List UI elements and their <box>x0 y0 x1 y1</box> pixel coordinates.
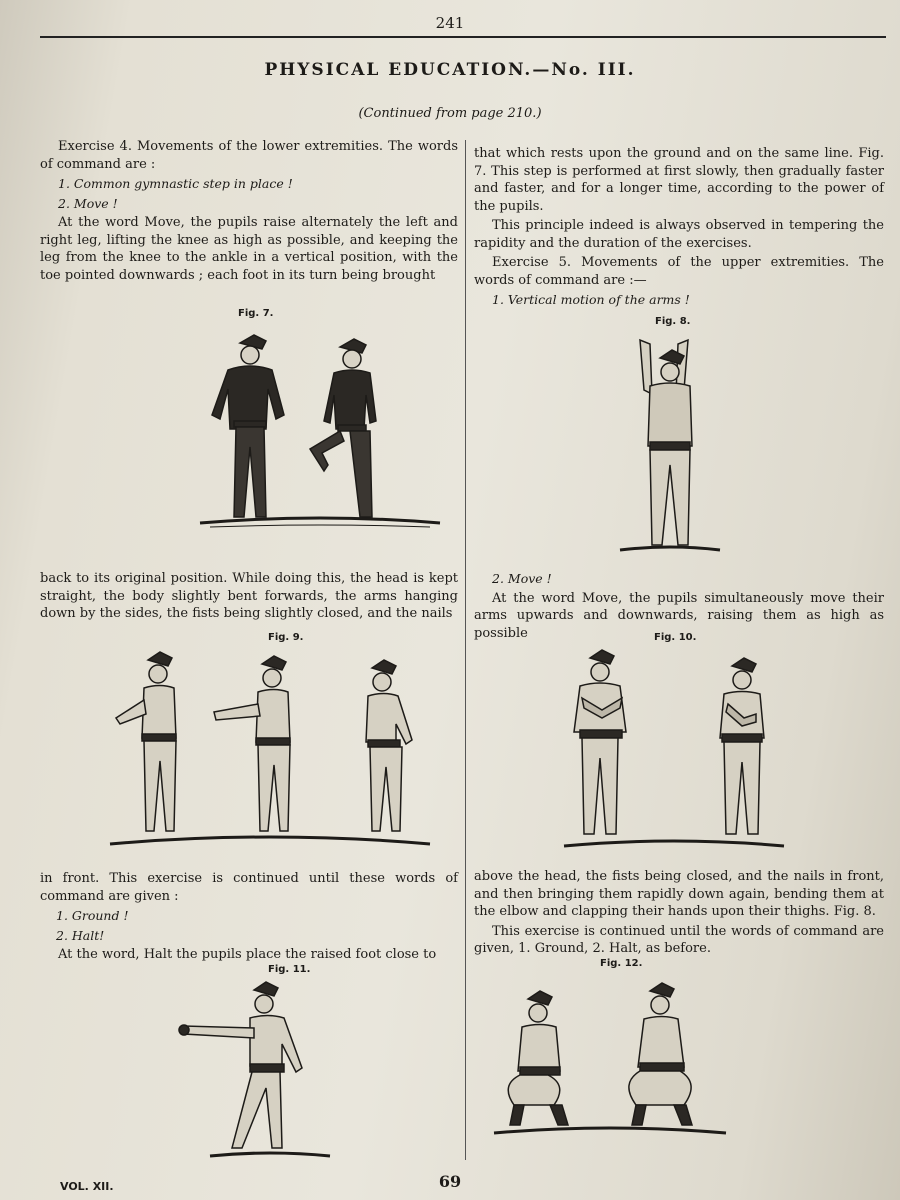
command-line: 1. Vertical motion of the arms ! <box>492 292 690 307</box>
col1-low-text <box>40 870 458 966</box>
command-line: 2. Move ! <box>492 571 552 586</box>
fig12-caption: Fig. 12. <box>600 958 643 969</box>
col1-mid-text <box>40 570 458 625</box>
command-line: 1. Common gymnastic step in place ! <box>58 176 293 191</box>
fig7-marching-illustration <box>190 325 450 540</box>
signature-number: 69 <box>438 1172 462 1191</box>
paragraph: At the word, Halt the pupils place the raised foot close to <box>58 947 437 962</box>
continued-note: (Continued from page 210.) <box>358 106 542 121</box>
page-number: 241 <box>435 14 465 32</box>
paragraph: This principle indeed is always observed in tempering the rapidity and the duration of the exercises. <box>474 218 884 251</box>
command-line: 2. Move ! <box>58 195 118 211</box>
paragraph: Exercise 4. Movements of the lower extremities. The words of command are : <box>40 139 458 172</box>
col1-top-text <box>40 138 458 286</box>
fig10-arms-bent-illustration <box>560 648 790 860</box>
paragraph: that which rests upon the ground and on the same line. Fig. 7. This step is performed at first slowly, then gradually faster and faster, and for a longer time, according to the power of the pupils. <box>474 146 884 214</box>
fig8-caption: Fig. 8. <box>655 316 691 327</box>
paragraph: At the word Move, the pupils raise alternately the left and right leg, lifting the knee as high as possible, and keeping the leg from the knee to the ankle in a vertical position, with the toe pointed downwards ; each foot in its turn being brought <box>40 215 458 283</box>
fig11-caption: Fig. 11. <box>268 964 311 975</box>
fig8-arms-raised-illustration <box>610 330 730 560</box>
fig9-caption: Fig. 9. <box>268 632 304 643</box>
fig7-caption: Fig. 7. <box>238 308 274 319</box>
header-rule <box>40 36 886 38</box>
fig10-caption: Fig. 10. <box>654 632 697 643</box>
paragraph: above the head, the fists being closed, and the nails in front, and then bringing them rapidly down again, bending them at the elbow and clapping their hands upon their thighs. Fig. 8. <box>474 869 884 919</box>
column-divider <box>465 140 466 1160</box>
col2-low-text <box>474 868 884 960</box>
volume-label: VOL. XII. <box>60 1180 114 1193</box>
paragraph: back to its original position. While doing this, the head is kept straight, the body slightly bent forwards, the arms hanging down by the sides, the fists being slightly closed, and the nails <box>40 571 458 621</box>
fig12-squat-illustration <box>490 975 730 1145</box>
paragraph: Exercise 5. Movements of the upper extremities. The words of command are :— <box>474 255 884 288</box>
fig9-arm-positions-illustration <box>100 648 440 858</box>
command-line: 2. Halt! <box>56 927 105 943</box>
article-title: PHYSICAL EDUCATION.—No. III. <box>264 60 636 80</box>
col2-top-text <box>474 145 884 311</box>
command-line: 1. Ground ! <box>56 908 129 923</box>
paragraph: At the word Move, the pupils simultaneously move their arms upwards and downwards, raising them as high as possible <box>474 590 884 641</box>
fig11-arm-extended-illustration <box>170 978 370 1168</box>
paragraph: in front. This exercise is continued until these words of command are given : <box>40 871 458 904</box>
paragraph: This exercise is continued until the words of command are given, 1. Ground, 2. Halt, as before. <box>474 923 884 956</box>
